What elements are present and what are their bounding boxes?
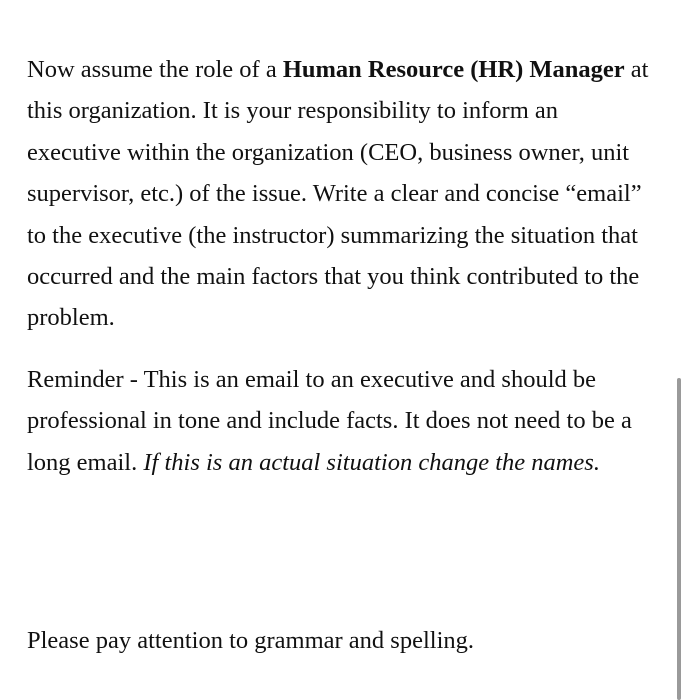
intro-text: Now assume the role of a — [27, 56, 283, 83]
role-title: Human Resource (HR) Manager — [282, 56, 625, 83]
reminder-paragraph — [27, 359, 652, 483]
reminder-text: Reminder - This is an email to an executive and should be professional in tone and include facts. It does not need to be a long email. — [27, 365, 632, 476]
instructions-paragraph — [27, 49, 652, 339]
document-body — [27, 49, 652, 654]
scrollbar[interactable] — [677, 378, 681, 700]
grammar-note-paragraph: Please pay attention to grammar and spelling. — [27, 627, 475, 654]
reminder-italic-note: If this is an actual situation change the names. — [143, 448, 600, 476]
instructions-text: at this organization. It is your responsibility to inform an executive within the organization (CEO, business owner, unit supervisor, etc.) of the issue. Write a clear and concise “email” to the executive (the instructor) summarizing the situation that occurred and the main factors that you think contributed to the problem. — [27, 56, 649, 332]
